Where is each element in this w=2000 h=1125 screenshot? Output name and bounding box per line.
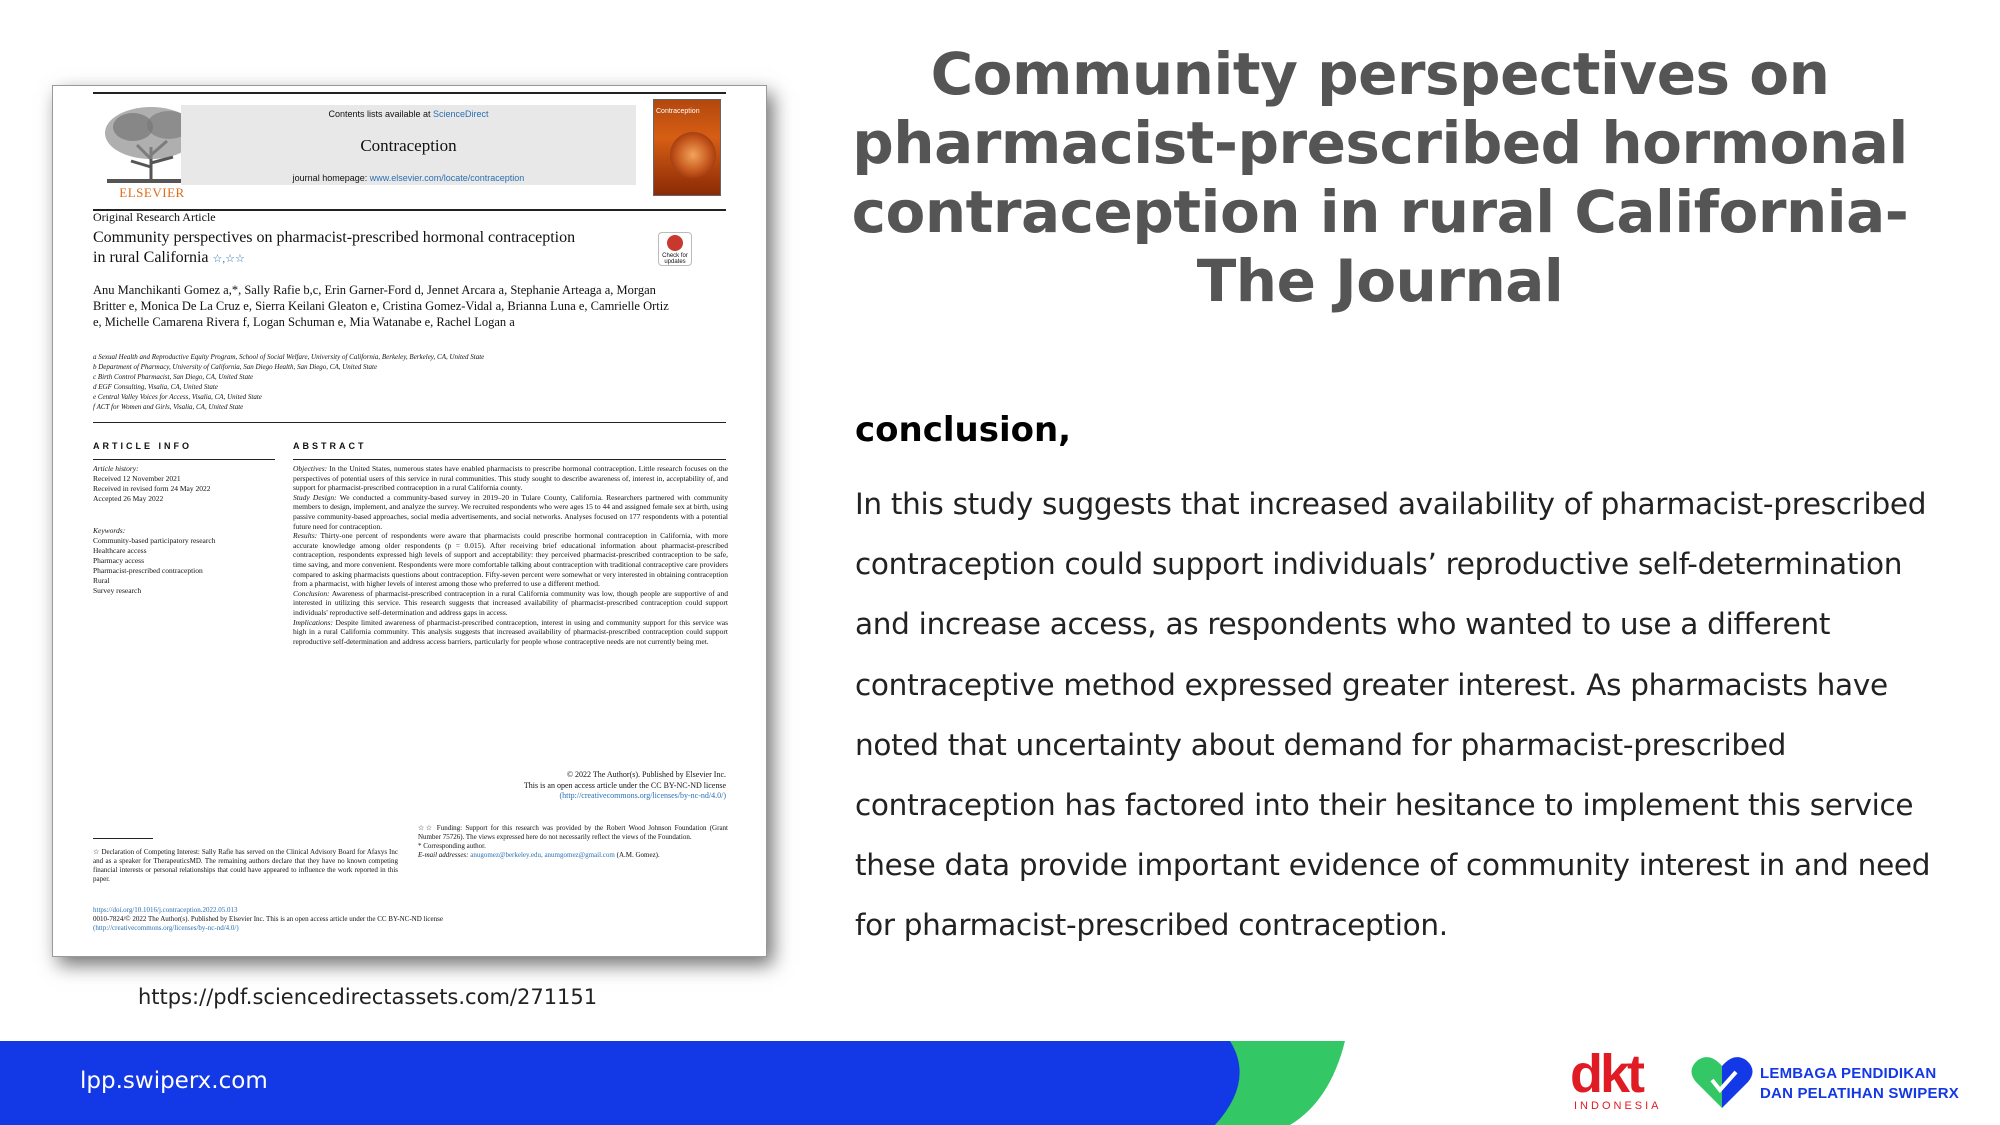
- author-list: Anu Manchikanti Gomez a,*, Sally Rafie b,c, Erin Garner-Ford d, Jennet Arcara a, Stephanie Arteaga a, Morgan Britter e, Monica De La Cruz e, Sierra Keilani Gleaton e, Cristina Gomez-Vidal a, Brianna Luna e, Camrielle Ortiz e, Michelle Camarena Rivera f, Logan Schuman e, Mia Watanabe e, Rachel Logan a: [93, 283, 669, 329]
- affiliation: d EGF Consulting, Visalia, CA, United State: [93, 383, 218, 391]
- title-footnote-marks: ☆,☆☆: [212, 253, 245, 265]
- journal-cover-image: [653, 99, 721, 196]
- issn-license-link[interactable]: (http://creativecommons.org/licenses/by-nc-nd/4.0/): [93, 924, 239, 932]
- affiliation: e Central Valley Voices for Access, Visalia, CA, United State: [93, 393, 262, 401]
- journal-homepage-link[interactable]: www.elsevier.com/locate/contraception: [369, 173, 525, 183]
- abstract-text: Objectives: In the United States, numerous states have enabled pharmacists to prescribe hormonal contraception. Little research focuses on the perspectives of potential users of this service in rural communities. This study sought to describe awareness of, interest in, acceptability of, and support for pharmacist-prescribed contraception in a rural California county. Study Design: We conducted a community-based survey in 2019–20 in Tulare County, California. Researchers partnered with community members to design, implement, and analyze the survey. We recruited respondents who were ages 15 to 44 and assigned female sex at birth, using passive community-based approaches, social media advertisements, and social networks. Analyses focused on 177 respondents with a potential future need for contraception. Results: Thirty-one percent of respondents were aware that pharmacists could prescribe hormonal contraception in California, with more accurate knowledge among older respondents (p = 0.015). After receiving brief educational information about pharmacist-prescribed contraception, respondents expressed high levels of support and acceptability: they perceived pharmacist-prescribed contraception to be safe, time saving, and more convenient. Respondents were more comfortable talking about contraception with traditional contraceptive care providers compared to asking pharmacists questions about contraception. Fifty-seven percent were somewhat or very interested in obtaining contraception from a pharmacist, with higher levels of interest among those who preferred to use a different method. Conclusion: Awareness of pharmacist-prescribed contraception in a rural California community was low, though people are supportive of and interested in utilizing this service. This research suggests that increased availability of pharmacist-prescribed contraception could support individuals' reproductive self-determination and address gaps in access. Implications: Despite limited awareness of pharmacist-prescribed contraception, interest in using and community support for this service was high in a rural California community. This analysis suggests that increased availability of pharmacist-prescribed contraception could support reproductive self-determination and address access barriers, particularly for people whose contraceptive needs are not currently being met.: [293, 464, 729, 646]
- doi-block: https://doi.org/10.1016/j.contraception.2022.05.013 0010-7824/© 2022 The Author(s). Published by Elsevier Inc. This is an open access article under the CC BY-NC-ND license (http://creativecommons.org/licenses/by-nc-nd/4.0/): [93, 906, 713, 933]
- divider: [293, 459, 726, 460]
- sciencedirect-link[interactable]: ScienceDirect: [433, 109, 489, 119]
- slide-title: Community perspectives on pharmacist-prescribed hormonal contraception in rural California- The Journal: [851, 40, 1909, 315]
- copyright-notice: © 2022 The Author(s). Published by Elsevier Inc. This is an open access article under the CC BY-NC-ND license (http://creativecommons.org/licenses/by-nc-nd/4.0/): [426, 770, 726, 802]
- swiperx-heart-icon: [1690, 1054, 1754, 1110]
- affiliation: a Sexual Health and Reproductive Equity Program, School of Social Welfare, University of California, Berkeley, Berkeley, CA, United State: [93, 353, 485, 361]
- author-emails[interactable]: anugomez@berkeley.edu, anumgomez@gmail.com: [470, 851, 615, 859]
- check-for-updates-badge[interactable]: Check for updates: [658, 232, 692, 266]
- paper-thumbnail: [52, 85, 767, 957]
- journal-header-box: [181, 105, 636, 185]
- article-history: Article history: Received 12 November 2021 Received in revised form 24 May 2022 Accepted 26 May 2022: [93, 464, 211, 503]
- source-url: https://pdf.sciencedirectassets.com/271151: [138, 985, 598, 1009]
- affiliation: f ACT for Women and Girls, Visalia, CA, United State: [93, 403, 244, 411]
- conclusion-body: In this study suggests that increased availability of pharmacist-prescribed contraception could support individuals’ reproductive self-determination and increase access, as respondents who wanted to use a different contraceptive method expressed greater interest. As pharmacists have noted that uncertainty about demand for pharmacist-prescribed contraception has factored into their hesitance to implement this service these data provide important evidence of community interest in and need for pharmacist-prescribed contraception.: [855, 487, 1931, 943]
- paper-title: Community perspectives on pharmacist-prescribed hormonal contraception in rural California ☆,☆☆: [93, 229, 576, 266]
- keywords: Keywords: Community-based participatory research Healthcare access Pharmacy access Pharmacist-prescribed contraception Rural Survey research: [93, 526, 216, 595]
- article-info-heading: ARTICLE INFO: [93, 441, 192, 451]
- doi-link[interactable]: https://doi.org/10.1016/j.contraception.2022.05.013: [93, 906, 238, 914]
- footnote-funding: ☆☆ Funding: Support for this research was provided by the Robert Wood Johnson Foundation (Grant Number 75726). The views expressed here do not necessarily reflect the views of the Foundation. * Corresponding author. E-mail addresses: anugomez@berkeley.edu, anumgomez@gmail.com (A.M. Gomez).: [418, 824, 728, 859]
- footnote-competing-interest: ☆ Declaration of Competing Interest: Sally Rafie has served on the Clinical Advisory Board for Afaxys Inc and as a speaker for TherapeuticsMD. The remaining authors declare that they have no known competing financial interests or personal relationships that could have appeared to influence the work reported in this paper.: [93, 848, 398, 883]
- org-name-line2: DAN PELATIHAN SWIPERX: [1760, 1085, 1959, 1102]
- article-type: Original Research Article: [93, 210, 216, 224]
- swiperx-logo: [1690, 1052, 1990, 1112]
- dkt-mark: dkt: [1570, 1044, 1642, 1104]
- affiliations: [93, 352, 653, 412]
- header-rule: [93, 92, 726, 94]
- divider: [93, 459, 275, 460]
- license-link[interactable]: (http://creativecommons.org/licenses/by-nc-nd/4.0/): [559, 791, 726, 800]
- divider: [93, 422, 726, 423]
- dkt-indonesia-logo: [1570, 1044, 1670, 1120]
- affiliation: b Department of Pharmacy, University of California, San Diego Health, San Diego, CA, United State: [93, 363, 378, 371]
- cover-graphic: [670, 132, 716, 178]
- cover-title: Contraception: [656, 108, 700, 115]
- abstract-heading: ABSTRACT: [293, 441, 367, 451]
- affiliation: c Birth Control Pharmacist, San Diego, CA, United State: [93, 373, 254, 381]
- contents-line: Contents lists available at ScienceDirect: [328, 109, 489, 119]
- dkt-sub: INDONESIA: [1574, 1100, 1662, 1112]
- footer-url[interactable]: lpp.swiperx.com: [80, 1068, 268, 1094]
- org-name-line1: LEMBAGA PENDIDIKAN: [1760, 1065, 1937, 1082]
- footnote-rule: [93, 838, 153, 839]
- update-icon: [667, 235, 683, 251]
- conclusion-heading: conclusion,: [855, 410, 1072, 450]
- journal-name: Contraception: [360, 136, 457, 155]
- publisher-name: ELSEVIER: [119, 185, 185, 200]
- journal-homepage: journal homepage: www.elsevier.com/locate/contraception: [292, 173, 525, 183]
